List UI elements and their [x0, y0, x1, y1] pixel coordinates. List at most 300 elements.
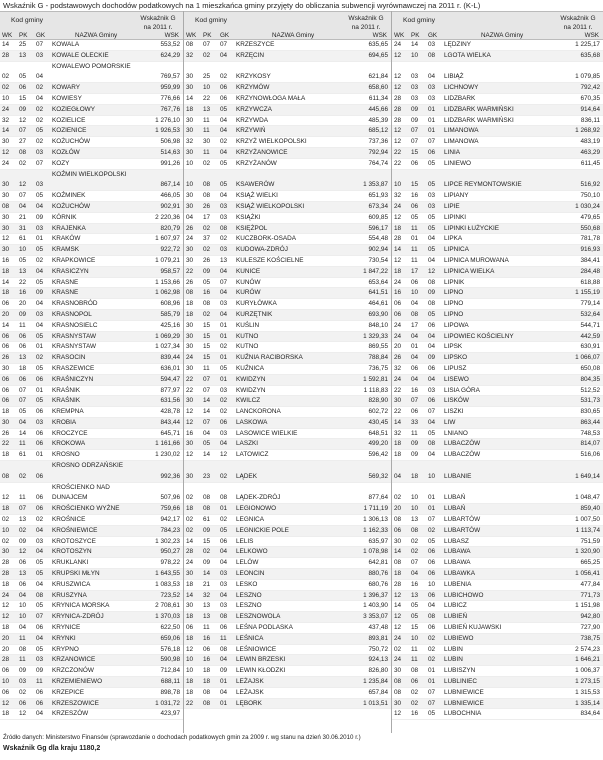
- pk-cell: 08: [411, 310, 419, 318]
- gmina-name-cell: KSIĄŻ WIELKI: [236, 192, 278, 200]
- wk-cell: 06: [2, 332, 10, 340]
- gk-cell: 04: [220, 51, 228, 59]
- wsk-header: WSK: [584, 32, 599, 39]
- gk-cell: 01: [36, 386, 44, 394]
- gk-cell: 05: [36, 570, 44, 578]
- table-row: [392, 321, 603, 332]
- table-row: [184, 418, 391, 429]
- gk-cell: 05: [220, 181, 228, 189]
- gk-cell: 05: [428, 224, 436, 232]
- wsk-value-cell: 585,79: [160, 310, 180, 318]
- table-row: [392, 375, 603, 386]
- table-row: [0, 407, 183, 418]
- gk-cell: 05: [220, 159, 228, 167]
- table-row: [392, 407, 603, 418]
- wsk-value-cell: 544,71: [580, 321, 600, 329]
- gmina-name-cell: LELKOWO: [236, 548, 268, 556]
- wsk-value-cell: 1 268,92: [575, 127, 600, 135]
- wk-cell: 12: [394, 84, 402, 92]
- gmina-name-cell: LIPCE REYMONTOWSKIE: [444, 181, 522, 189]
- gk-cell: 06: [36, 505, 44, 513]
- table-row: [392, 213, 603, 224]
- pk-cell: 04: [411, 375, 419, 383]
- pk-cell: 06: [411, 278, 419, 286]
- wk-cell: 02: [2, 516, 10, 524]
- table-row: [0, 342, 183, 353]
- table-row: [184, 332, 391, 343]
- wk-cell: 12: [394, 51, 402, 59]
- gk-cell: 02: [220, 138, 228, 146]
- table-row: [392, 429, 603, 440]
- pk-cell: 06: [19, 699, 27, 707]
- table-row: [184, 299, 391, 310]
- wsk-value-cell: 826,80: [368, 667, 388, 675]
- wk-cell: 14: [186, 591, 194, 599]
- gk-cell: 07: [428, 516, 436, 524]
- wsk-value-cell: 635,97: [368, 537, 388, 545]
- wk-cell: 26: [2, 429, 10, 437]
- wsk-value-cell: 532,64: [580, 310, 600, 318]
- gmina-name-cell: LUBAWKA: [444, 570, 476, 578]
- gmina-name-cell: LEWIN BRZESKI: [236, 656, 286, 664]
- table-row: [392, 159, 603, 170]
- pk-cell: 02: [19, 526, 27, 534]
- wk-cell: 06: [2, 386, 10, 394]
- pk-cell: 11: [19, 440, 26, 448]
- wk-cell: 32: [394, 429, 402, 437]
- wsk-value-cell: 608,96: [160, 300, 180, 308]
- gmina-name-cell: KOWALEWO POMORSKIE: [52, 62, 131, 70]
- gmina-name-cell: KOZIENICE: [52, 127, 87, 135]
- gk-cell: 08: [220, 613, 228, 621]
- wsk-value-cell: 516,92: [580, 181, 600, 189]
- gmina-name-cell: LISZKI: [444, 408, 464, 416]
- gmina-name-cell: LIMANOWA: [444, 127, 479, 135]
- wsk-value-cell: 1 153,66: [155, 278, 180, 286]
- gk-cell: 06: [428, 624, 436, 632]
- table-row: [184, 234, 391, 245]
- wk-cell: 14: [394, 418, 402, 426]
- wk-cell: 14: [394, 548, 402, 556]
- wk-cell: 12: [394, 138, 402, 146]
- table-row: [0, 353, 183, 364]
- wk-cell: 30: [186, 472, 194, 480]
- wk-cell: 30: [2, 418, 10, 426]
- wk-cell: 30: [394, 537, 402, 545]
- wk-cell: 10: [2, 526, 10, 534]
- gk-cell: 06: [36, 699, 44, 707]
- gmina-name-cell: KRASOCIN: [52, 354, 86, 362]
- pk-cell: 10: [411, 289, 419, 297]
- table-row: [0, 688, 183, 699]
- wk-cell: 06: [2, 300, 10, 308]
- wk-cell: 12: [394, 591, 402, 599]
- wk-cell: 18: [2, 580, 10, 588]
- gmina-name-cell: KUNICE: [236, 267, 261, 275]
- table-header: [392, 11, 603, 40]
- pk-cell: 01: [411, 343, 419, 351]
- gk-cell: 06: [428, 559, 436, 567]
- gk-header: GK: [428, 32, 438, 39]
- wk-cell: 20: [394, 505, 402, 513]
- wk-cell: 28: [2, 570, 10, 578]
- pk-cell: 05: [411, 213, 419, 221]
- wsk-value-cell: 1 066,07: [575, 354, 600, 362]
- wsk-value-cell: 3 353,07: [363, 613, 388, 621]
- gk-cell: 11: [36, 678, 43, 686]
- wsk-value-cell: 992,36: [160, 472, 180, 480]
- gk-cell: 02: [36, 116, 44, 124]
- table-row: [0, 116, 183, 127]
- wsk-value-cell: 648,51: [368, 429, 388, 437]
- pk-cell: 06: [411, 202, 419, 210]
- table-row: [392, 170, 603, 192]
- gk-cell: 08: [220, 224, 228, 232]
- wk-cell: 30: [2, 138, 10, 146]
- wsk-value-cell: 869,55: [368, 343, 388, 351]
- wsk-value-cell: 893,81: [368, 634, 388, 642]
- gmina-name-cell: KOŹMIN WIELKOPOLSKI: [52, 170, 127, 178]
- wk-cell: 30: [2, 181, 10, 189]
- pk-cell: 16: [203, 656, 211, 664]
- pk-cell: 05: [411, 602, 419, 610]
- table-row: [184, 116, 391, 127]
- gmina-name-cell: LUBENIA: [444, 580, 472, 588]
- gk-cell: 03: [220, 580, 228, 588]
- gmina-name-cell: KRYNICA MORSKA: [52, 602, 110, 610]
- gk-cell: 07: [36, 613, 44, 621]
- gmina-name-cell: KUNÓW: [236, 278, 261, 286]
- gmina-name-cell: KWILCZ: [236, 397, 261, 405]
- table-row: [0, 191, 183, 202]
- column-divider: [391, 11, 392, 733]
- wsk-value-cell: 723,52: [160, 591, 180, 599]
- pk-cell: 12: [19, 710, 27, 718]
- wsk-value-cell: 788,84: [368, 354, 388, 362]
- wsk-value-cell: 877,64: [368, 494, 388, 502]
- gmina-name-cell: LEWIN KŁODZKI: [236, 667, 286, 675]
- table-row: [0, 51, 183, 62]
- gmina-name-cell: KRASNE: [52, 289, 79, 297]
- gmina-name-cell: LUBACZÓW: [444, 451, 481, 459]
- gk-cell: 05: [36, 192, 44, 200]
- wk-cell: 24: [186, 559, 194, 567]
- wk-cell: 30: [2, 213, 10, 221]
- pk-cell: 23: [203, 472, 211, 480]
- wk-cell: 18: [394, 440, 402, 448]
- table-row: [0, 645, 183, 656]
- gk-cell: 03: [220, 300, 228, 308]
- pk-cell: 21: [19, 213, 27, 221]
- wk-cell: 10: [2, 94, 10, 102]
- wk-cell: 12: [2, 699, 10, 707]
- gmina-name-cell: KUDOWA-ZDRÓJ: [236, 246, 288, 254]
- gmina-name-cell: LUBISZYN: [444, 667, 476, 675]
- pk-cell: 02: [203, 548, 211, 556]
- gk-cell: 09: [36, 213, 44, 221]
- gk-cell: 04: [36, 202, 44, 210]
- wk-cell: 30: [2, 548, 10, 556]
- gmina-name-cell: LIPSK: [444, 343, 463, 351]
- gk-cell: 02: [220, 235, 228, 243]
- gk-cell: 04: [220, 591, 228, 599]
- table-row: [184, 83, 391, 94]
- wsk-value-cell: 814,07: [580, 440, 600, 448]
- wsk-value-cell: 1 649,14: [575, 472, 600, 480]
- gk-cell: 01: [36, 235, 44, 243]
- gk-cell: 01: [36, 343, 44, 351]
- gmina-name-cell: KRAKÓW: [52, 235, 81, 243]
- pk-cell: 15: [203, 332, 211, 340]
- table-row: [184, 191, 391, 202]
- gk-cell: 06: [220, 94, 228, 102]
- gmina-name-cell: LASZKI: [236, 440, 259, 448]
- gk-cell: 12: [220, 451, 228, 459]
- gmina-name-cell: LUBLINIEC: [444, 678, 478, 686]
- pk-cell: 07: [19, 386, 27, 394]
- table-row: [0, 83, 183, 94]
- wk-cell: 20: [2, 634, 10, 642]
- wk-cell: 32: [394, 192, 402, 200]
- gmina-name-cell: LIPKA: [444, 235, 463, 243]
- table-row: [392, 224, 603, 235]
- gmina-name-cell: LUBOCHNIA: [444, 710, 482, 718]
- table-row: [184, 591, 391, 602]
- gk-cell: 06: [36, 429, 44, 437]
- wsk-value-cell: 2 220,36: [155, 213, 180, 221]
- table-row: [0, 709, 183, 720]
- wk-cell: 02: [186, 526, 194, 534]
- wsk-value-cell: 673,34: [368, 202, 388, 210]
- wk-cell: 26: [186, 278, 194, 286]
- gk-cell: 03: [220, 570, 228, 578]
- table-column-block: [392, 40, 603, 720]
- wk-cell: 08: [394, 516, 402, 524]
- table-row: [0, 256, 183, 267]
- table-row: [0, 386, 183, 397]
- gmina-name-cell: KRASZEWICE: [52, 364, 95, 372]
- pk-cell: 22: [19, 278, 27, 286]
- pk-cell: 09: [203, 559, 211, 567]
- gmina-name-cell: LIDZBARK WARMIŃSKI: [444, 116, 514, 124]
- wk-cell: 24: [394, 375, 402, 383]
- wskaznik-header-line2: na 2011 r.: [143, 24, 173, 31]
- table-row: [184, 547, 391, 558]
- table-row: [392, 137, 603, 148]
- wsk-value-cell: 463,29: [580, 148, 600, 156]
- gmina-name-cell: LEŚNIOWICE: [236, 645, 277, 653]
- wsk-value-cell: 916,93: [580, 246, 600, 254]
- pk-cell: 17: [411, 321, 419, 329]
- gk-cell: 04: [220, 192, 228, 200]
- gmina-name-cell: KUTNO: [236, 343, 259, 351]
- gmina-name-cell: KOZŁÓW: [52, 148, 80, 156]
- table-row: [184, 666, 391, 677]
- gk-cell: 03: [36, 656, 44, 664]
- wsk-value-cell: 618,88: [580, 278, 600, 286]
- pk-cell: 06: [411, 678, 419, 686]
- gmina-name-cell: LUBIN: [444, 656, 463, 664]
- wk-cell: 10: [186, 667, 194, 675]
- table-row: [184, 429, 391, 440]
- gmina-name-cell: LEGIONOWO: [236, 505, 277, 513]
- gk-cell: 07: [220, 41, 228, 48]
- gk-cell: 02: [428, 526, 436, 534]
- wk-cell: 32: [186, 138, 194, 146]
- pk-cell: 61: [19, 235, 27, 243]
- gmina-name-cell: LIPOWIEC KOŚCIELNY: [444, 332, 514, 340]
- wsk-value-cell: 658,60: [368, 84, 388, 92]
- gmina-name-cell: LIPIANY: [444, 192, 469, 200]
- table-row: [0, 591, 183, 602]
- wsk-value-cell: 759,66: [160, 505, 180, 513]
- wk-cell: 24: [394, 278, 402, 286]
- wsk-value-cell: 569,32: [368, 472, 388, 480]
- pk-cell: 04: [411, 570, 419, 578]
- pk-cell: 03: [19, 678, 27, 686]
- gmina-name-cell: KRZEPICE: [52, 688, 84, 696]
- wsk-value-cell: 914,64: [580, 105, 600, 113]
- gk-cell: 10: [428, 472, 436, 480]
- table-row: [392, 418, 603, 429]
- pk-cell: 07: [19, 505, 27, 513]
- pk-cell: 61: [203, 516, 211, 524]
- pk-cell: 16: [411, 386, 419, 394]
- wk-cell: 14: [394, 602, 402, 610]
- gmina-name-cell: KROŚCIENKO NAD DUNAJCEM: [52, 483, 110, 501]
- pk-cell: 04: [411, 332, 419, 340]
- wk-cell: 12: [394, 256, 402, 264]
- wsk-value-cell: 1 013,51: [363, 699, 388, 707]
- wsk-value-cell: 1 592,81: [363, 375, 388, 383]
- wsk-value-cell: 630,91: [580, 343, 600, 351]
- gk-cell: 06: [428, 591, 436, 599]
- wk-cell: 30: [2, 224, 10, 232]
- table-row: [184, 170, 391, 192]
- wk-cell: 30: [186, 397, 194, 405]
- wsk-value-cell: 730,54: [368, 256, 388, 264]
- wk-cell: 22: [394, 386, 402, 394]
- gmina-name-cell: LEŻAJSK: [236, 688, 264, 696]
- table-row: [184, 407, 391, 418]
- pk-cell: 14: [203, 397, 211, 405]
- gmina-name-cell: KRASNYSTAW: [52, 332, 97, 340]
- table-row: [392, 580, 603, 591]
- gk-cell: 02: [428, 634, 436, 642]
- gmina-name-cell: KOŹMINEK: [52, 192, 86, 200]
- table-row: [0, 699, 183, 710]
- gmina-name-cell: LUBIN: [444, 645, 463, 653]
- gmina-name-cell: KROCZYCE: [52, 429, 88, 437]
- wk-cell: 18: [2, 408, 10, 416]
- table-header: [184, 11, 391, 40]
- gk-cell: 04: [428, 451, 436, 459]
- gk-cell: 07: [428, 688, 436, 696]
- pk-cell: 11: [411, 656, 418, 664]
- table-row: [184, 353, 391, 364]
- gmina-name-cell: KRYNICE: [52, 624, 81, 632]
- wk-cell: 24: [394, 332, 402, 340]
- gk-cell: 05: [428, 181, 436, 189]
- gmina-name-cell: KROSNO ODRZAŃSKIE: [52, 462, 124, 470]
- pk-cell: 16: [411, 192, 419, 200]
- gmina-name-cell: KRZYMÓW: [236, 84, 270, 92]
- wsk-value-cell: 738,75: [580, 634, 600, 642]
- pk-cell: 17: [411, 267, 419, 275]
- table-row: [0, 396, 183, 407]
- pk-cell: 07: [411, 127, 419, 135]
- table-row: [0, 321, 183, 332]
- wk-cell: 08: [394, 688, 402, 696]
- wsk-value-cell: 685,12: [368, 127, 388, 135]
- pk-cell: 13: [203, 105, 211, 113]
- wk-cell: 02: [394, 645, 402, 653]
- wk-cell: 30: [186, 343, 194, 351]
- pk-cell: 11: [19, 656, 26, 664]
- wsk-value-cell: 1 048,47: [575, 494, 600, 502]
- pk-cell: 02: [411, 537, 419, 545]
- page-title: Wskaźnik G - podstawowych dochodów podatkowych na 1 mieszkańca gminy przyjęty do obliczania subwencji wyrównawczej na 2011 r. (K-L): [3, 1, 481, 10]
- wk-cell: 18: [2, 710, 10, 718]
- gk-cell: 08: [428, 300, 436, 308]
- gmina-name-cell: LIPNO: [444, 289, 464, 297]
- table-row: [184, 375, 391, 386]
- pk-cell: 11: [411, 256, 418, 264]
- wk-header: WK: [2, 32, 13, 39]
- wk-cell: 12: [394, 710, 402, 718]
- pk-cell: 15: [411, 148, 419, 156]
- gmina-name-cell: KROŚNICE: [52, 516, 86, 524]
- wsk-value-cell: 1 847,22: [363, 267, 388, 275]
- wsk-value-cell: 1 007,50: [575, 516, 600, 524]
- wsk-value-cell: 781,78: [580, 235, 600, 243]
- table-row: [0, 655, 183, 666]
- gk-cell: 04: [428, 332, 436, 340]
- gmina-name-cell: KRAPKOWICE: [52, 256, 96, 264]
- wsk-value-cell: 750,10: [580, 192, 600, 200]
- table-row: [0, 461, 183, 483]
- wsk-value-cell: 942,17: [160, 516, 180, 524]
- pk-cell: 20: [19, 300, 27, 308]
- pk-cell: 02: [203, 51, 211, 59]
- wk-cell: 16: [394, 289, 402, 297]
- pk-cell: 37: [203, 235, 211, 243]
- pk-cell: 06: [411, 364, 419, 372]
- wsk-value-cell: 531,73: [580, 397, 600, 405]
- gmina-name-cell: LUBIEŃ KUJAWSKI: [444, 624, 502, 632]
- pk-cell: 10: [411, 634, 419, 642]
- wk-cell: 12: [186, 418, 194, 426]
- gmina-name-cell: KRZĘCIN: [236, 51, 265, 59]
- wsk-value-cell: 843,44: [160, 418, 180, 426]
- pk-cell: 14: [19, 429, 27, 437]
- gmina-name-cell: KRAMSK: [52, 246, 79, 254]
- pk-cell: 09: [411, 116, 419, 124]
- wsk-value-cell: 902,91: [160, 202, 180, 210]
- pk-cell: 16: [19, 289, 27, 297]
- gmina-name-cell: KRYNICA-ZDRÓJ: [52, 613, 104, 621]
- table-row: [184, 461, 391, 483]
- gmina-name-cell: KOWALE OLECKIE: [52, 51, 109, 59]
- gmina-name-cell: KOWIESY: [52, 94, 82, 102]
- pk-header: PK: [19, 32, 28, 39]
- nazwa-header: NAZWA Gminy: [272, 32, 315, 39]
- wsk-value-cell: 512,52: [580, 386, 600, 394]
- wsk-value-cell: 650,08: [580, 364, 600, 372]
- table-row: [0, 537, 183, 548]
- pk-cell: 06: [19, 84, 27, 92]
- gk-cell: 04: [220, 688, 228, 696]
